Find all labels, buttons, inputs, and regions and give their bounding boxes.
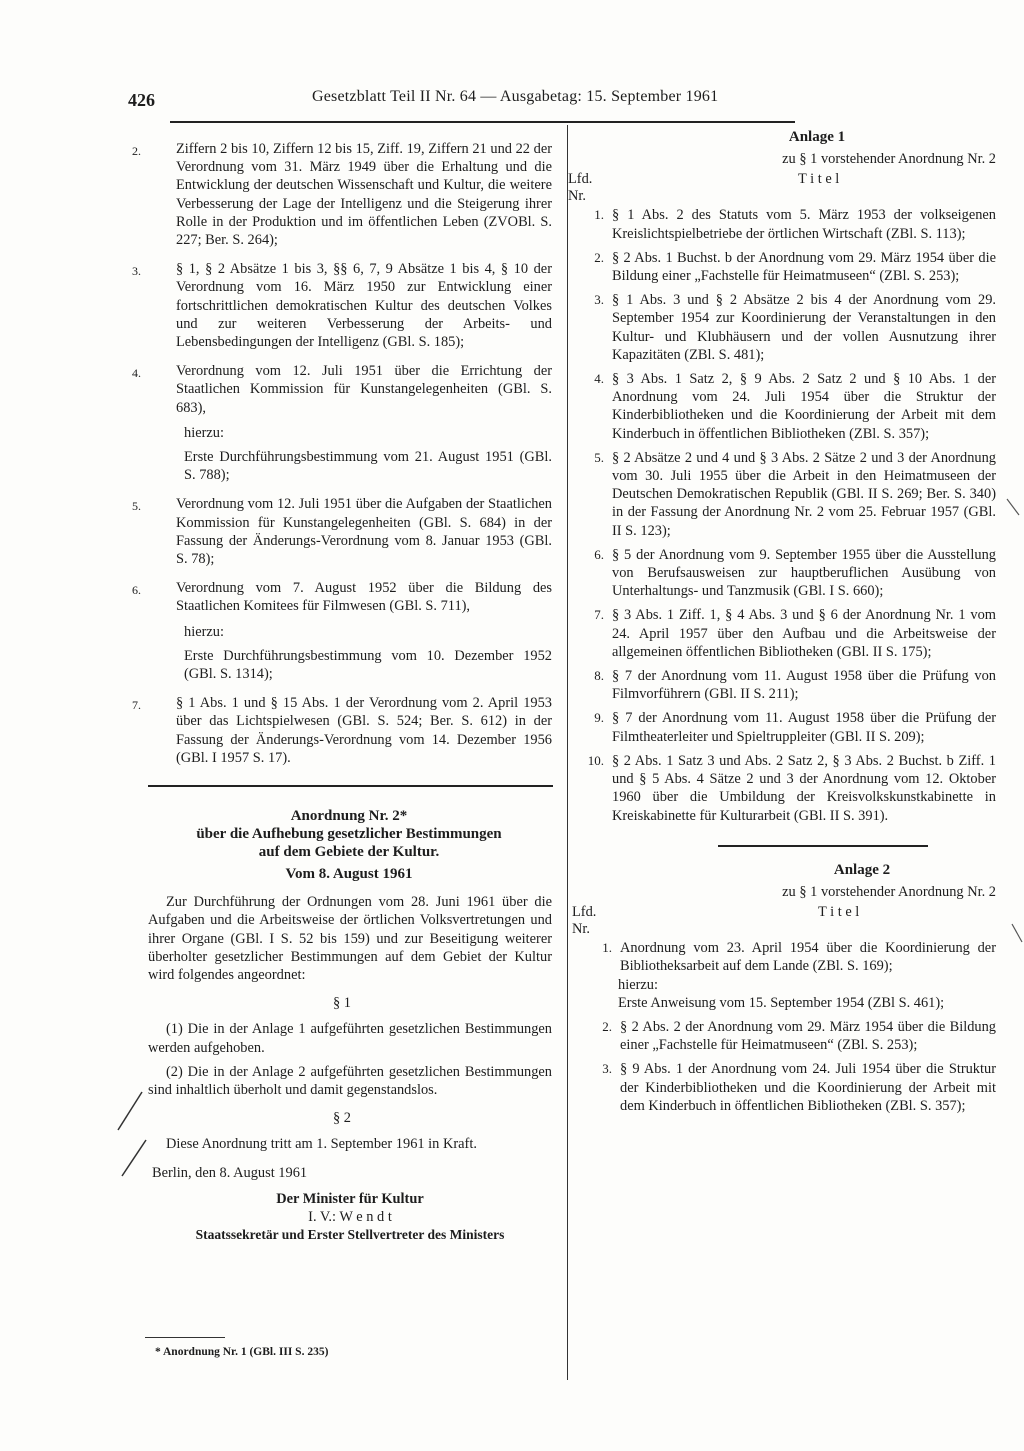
- page-header-title: Gesetzblatt Teil II Nr. 64 — Ausgabetag: 15. September 1961: [312, 88, 719, 105]
- list-item: [132, 140, 552, 249]
- hierzu-label: hierzu:: [618, 976, 658, 993]
- column-header-nr: Nr.: [572, 921, 590, 938]
- item-number: 3.: [132, 264, 141, 279]
- right-column: [568, 128, 996, 1121]
- anlage-1-table-header: [568, 170, 996, 206]
- item-text: § 1 Abs. 2 des Statuts vom 5. März 1953 der volkseigenen Kreislichtspielbetriebe der örtlichen Wirtschaft (ZBl. S. 113);: [612, 207, 996, 242]
- list-item: [132, 260, 552, 351]
- margin-tick-mark: [1010, 920, 1024, 950]
- list-item: [568, 752, 996, 825]
- item-text: § 2 Abs. 2 der Anordnung vom 29. März 1954 über die Bildung einer „Fachstelle für Heimatmuseen“ (ZBl. S. 253);: [620, 1018, 996, 1054]
- sub-item-text: Erste Durchführungsbestimmung vom 10. Dezember 1952 (GBl. S. 1314);: [184, 647, 552, 683]
- section-1-heading: § 1: [333, 995, 351, 1012]
- footnote-rule: [145, 1337, 225, 1338]
- list-item: [568, 709, 996, 745]
- item-text: § 1 Abs. 3 und § 2 Absätze 2 bis 4 der Anordnung vom 29. September 1954 zur Koordinierung der Veranstaltungen in den Kultur- und Klubhäusern und der vollen Ausnutzung ihrer Kapazitäten (ZBl. S. 481);: [612, 292, 996, 363]
- signatory-role: Staatssekretär und Erster Stellvertreter des Ministers: [195, 1227, 505, 1243]
- item-number: 10.: [587, 752, 604, 768]
- section-2-paragraph: Diese Anordnung tritt am 1. September 1961 in Kraft.: [166, 1136, 477, 1153]
- list-item: [568, 667, 996, 703]
- item-number: 5.: [594, 449, 604, 465]
- column-header-nr: Nr.: [568, 188, 586, 205]
- list-item: [568, 1018, 996, 1054]
- item-number: 4.: [132, 366, 141, 381]
- item-number: 3.: [602, 1061, 612, 1077]
- item-text: Anordnung vom 23. April 1954 über die Koordinierung der Bibliotheksarbeit auf dem Lande (ZBl. S. 169);: [620, 940, 996, 975]
- item-text: Verordnung vom 12. Juli 1951 über die Aufgaben der Staatlichen Kommission für Kunstangelegenheiten (GBl. S. 684) in der Fassung der Änderungs-Verordnung vom 8. Januar 1953 (GBl. S. 78);: [176, 496, 552, 568]
- list-item: [568, 449, 996, 540]
- ordinance-preamble: Zur Durchführung der Ordnungen vom 28. Juni 1961 über die Aufgaben und die Arbeitsweise der örtlichen Volksvertretungen und ihrer Organe (GBl. I S. 52 bis 159) und zur Beseitigung weiterer überholter gesetzlicher Bestimmungen auf dem Gebiet der Kultur wird folgendes angeordnet:: [148, 894, 552, 983]
- column-header-titel: T i t e l: [798, 171, 840, 188]
- item-number: 2.: [594, 249, 604, 265]
- minister-title: Der Minister für Kultur: [276, 1190, 424, 1207]
- list-item: [568, 1060, 996, 1115]
- ordinance-title: Anordnung Nr. 2*: [290, 808, 408, 825]
- section-1-paragraph-1: (1) Die in der Anlage 1 aufgeführten gesetzlichen Bestimmungen werden aufgehoben.: [148, 1021, 552, 1056]
- item-text: § 2 Absätze 2 und 4 und § 3 Abs. 2 Sätze 2 und 3 der Anordnung vom 30. Juli 1955 über die Arbeit in den Heimatmuseen der Deutschen Demokratischen Republik (GBl. II S. 269; Ber. S. 340) in der Fassung der Anordnung Nr. 2 vom 25. Februar 1957 (GBl. II S. 123);: [612, 449, 996, 539]
- item-text: Ziffern 2 bis 10, Ziffern 12 bis 15, Ziff. 19, Ziffern 21 und 22 der Verordnung vom 31. März 1949 über die Erhaltung und die Entwicklung der deutschen Wissenschaft und Kultur, die weitere Verbesserung der Lage der Intelligenz und die Steigerung ihrer Rolle in der Produktion und im öffentlichen Leben (ZVOBl. S. 227; Ber. S. 264);: [176, 141, 552, 249]
- item-text: § 1, § 2 Absätze 1 bis 3, §§ 6, 7, 9 Absätze 1 bis 4, § 10 der Verordnung vom 16. März 1950 zur Entwicklung einer fortschrittlichen demokratischen Kultur des deutschen Volkes und zur weiteren Verbesserung der Arbeits- und Lebensbedingungen der Intelligenz (GBl. S. 185);: [176, 261, 552, 351]
- list-item: [568, 939, 996, 975]
- sub-item-text: Erste Anweisung vom 15. September 1954 (ZBl S. 461);: [618, 994, 945, 1011]
- column-header-titel: T i t e l: [818, 904, 860, 921]
- item-text: § 2 Abs. 1 Satz 3 und Abs. 2 Satz 2, § 3 Abs. 2 Buchst. b Ziff. 1 und § 5 Abs. 4 Sätze 2 und 3 der Anordnung vom 12. Oktober 1960 über die Umbildung der Kreisvolkskunstkabinette in Kreiskabinette für Kulturarbeit (GBl. II S. 391).: [612, 752, 996, 824]
- hierzu-label: hierzu:: [184, 623, 224, 640]
- item-number: 1.: [594, 207, 604, 223]
- list-item: [568, 606, 996, 661]
- page-number: 426: [128, 90, 155, 110]
- item-text: § 9 Abs. 1 der Anordnung vom 24. Juli 1954 über die Struktur der Kinderbibliotheken und die Koordinierung der Arbeit mit dem Kinderbuch in öffentlichen Bibliotheken (ZBl. S. 357);: [620, 1061, 996, 1114]
- footnote: * Anordnung Nr. 1 (GBl. III S. 235): [155, 1346, 329, 1358]
- ordinance-subject-line2: auf dem Gebiete der Kultur.: [258, 844, 440, 861]
- list-item: [568, 291, 996, 364]
- margin-tick-mark: [1005, 495, 1023, 525]
- header-rule: [170, 121, 795, 123]
- item-text: § 7 der Anordnung vom 11. August 1958 über die Prüfung der Filmtheaterleiter und Spieltruppleiter (GBl. II S. 209);: [612, 710, 996, 745]
- item-text: § 2 Abs. 1 Buchst. b der Anordnung vom 29. März 1954 über die Bildung einer „Fachstelle für Heimatmuseen“ (ZBl. S. 253);: [612, 249, 996, 285]
- margin-pencil-marks: [112, 1090, 152, 1180]
- item-number: 1.: [602, 940, 612, 956]
- item-text: § 3 Abs. 1 Ziff. 1, § 4 Abs. 3 und § 6 der Anordnung Nr. 1 vom 24. April 1957 über den Aufbau und die Arbeitsweise der allgemeinen öffentlichen Bibliotheken (GBl. II S. 175);: [612, 607, 996, 660]
- item-number: 8.: [594, 668, 604, 684]
- section-1-paragraph-2: (2) Die in der Anlage 2 aufgeführten gesetzlichen Bestimmungen sind inhaltlich überholt und damit gegenstandslos.: [148, 1063, 552, 1098]
- anlage-2-subtitle: zu § 1 vorstehender Anordnung Nr. 2: [782, 883, 996, 900]
- section-rule: [718, 845, 928, 847]
- section-rule: [148, 785, 553, 787]
- item-number: 7.: [594, 607, 604, 623]
- list-item: [132, 694, 552, 767]
- sub-item-text: Erste Durchführungsbestimmung vom 21. August 1951 (GBl. S. 788);: [184, 449, 552, 484]
- item-number: 4.: [594, 371, 604, 387]
- ordinance-date: Vom 8. August 1961: [285, 866, 413, 883]
- place-and-date: Berlin, den 8. August 1961: [152, 1164, 308, 1181]
- item-number: 7.: [132, 698, 141, 713]
- item-text: § 5 der Anordnung vom 9. September 1955 über die Ausstellung von Berufsausweisen zur hauptberuflichen Ausübung von Unterhaltungs- und Tanzmusik (GBl. I S. 660);: [612, 546, 996, 600]
- item-text: Verordnung vom 7. August 1952 über die Bildung des Staatlichen Komitees für Filmwesen (GBl. S. 711),: [176, 580, 552, 615]
- item-number: 5.: [132, 499, 141, 514]
- list-item: [568, 370, 996, 443]
- item-text: § 3 Abs. 1 Satz 2, § 9 Abs. 2 Satz 2 und § 10 Abs. 1 der Anordnung vom 24. Juli 1954 über die Struktur der Kinderbibliotheken und die Koordinierung der Arbeit mit dem Kinderbuch in öffentlichen Bibliotheken (ZBl. S. 357);: [612, 371, 996, 442]
- item-number: 9.: [594, 710, 604, 726]
- anlage-2-table-header: [568, 903, 996, 939]
- anlage-1-subtitle: zu § 1 vorstehender Anordnung Nr. 2: [782, 151, 996, 168]
- anlage-1-title: Anlage 1: [788, 129, 846, 145]
- list-item: [568, 546, 996, 601]
- column-header-lfd: Lfd.: [572, 904, 597, 921]
- left-column: [132, 140, 552, 1244]
- item-number: 6.: [132, 583, 141, 598]
- hierzu-label: hierzu:: [184, 424, 224, 441]
- column-header-lfd: Lfd.: [568, 171, 593, 188]
- item-number: 6.: [594, 546, 604, 562]
- section-2-heading: § 2: [333, 1110, 351, 1127]
- list-item: [132, 579, 552, 615]
- list-item: [568, 249, 996, 285]
- item-text: § 1 Abs. 1 und § 15 Abs. 1 der Verordnung vom 2. April 1953 über das Lichtspielwesen (GBl. S. 524; Ber. S. 612) in der Fassung der Änderungs-Verordnung vom 14. Dezember 1956 (GBl. I 1957 S. 17).: [176, 695, 552, 766]
- list-item: [568, 206, 996, 242]
- item-number: 3.: [594, 292, 604, 308]
- item-number: 2.: [132, 144, 141, 158]
- item-text: § 7 der Anordnung vom 11. August 1958 über die Prüfung von Filmvorführern (GBl. II S. 211);: [612, 668, 996, 703]
- list-item: [132, 362, 552, 417]
- item-text: Verordnung vom 12. Juli 1951 über die Errichtung der Staatlichen Kommission für Kunstangelegenheiten (GBl. S. 683),: [176, 363, 552, 416]
- list-item: [132, 495, 552, 568]
- anlage-2-title: Anlage 2: [833, 861, 891, 878]
- signature: I. V.: W e n d t: [308, 1208, 392, 1225]
- item-number: 2.: [602, 1018, 612, 1034]
- ordinance-subject: über die Aufhebung gesetzlicher Bestimmungen: [196, 826, 502, 843]
